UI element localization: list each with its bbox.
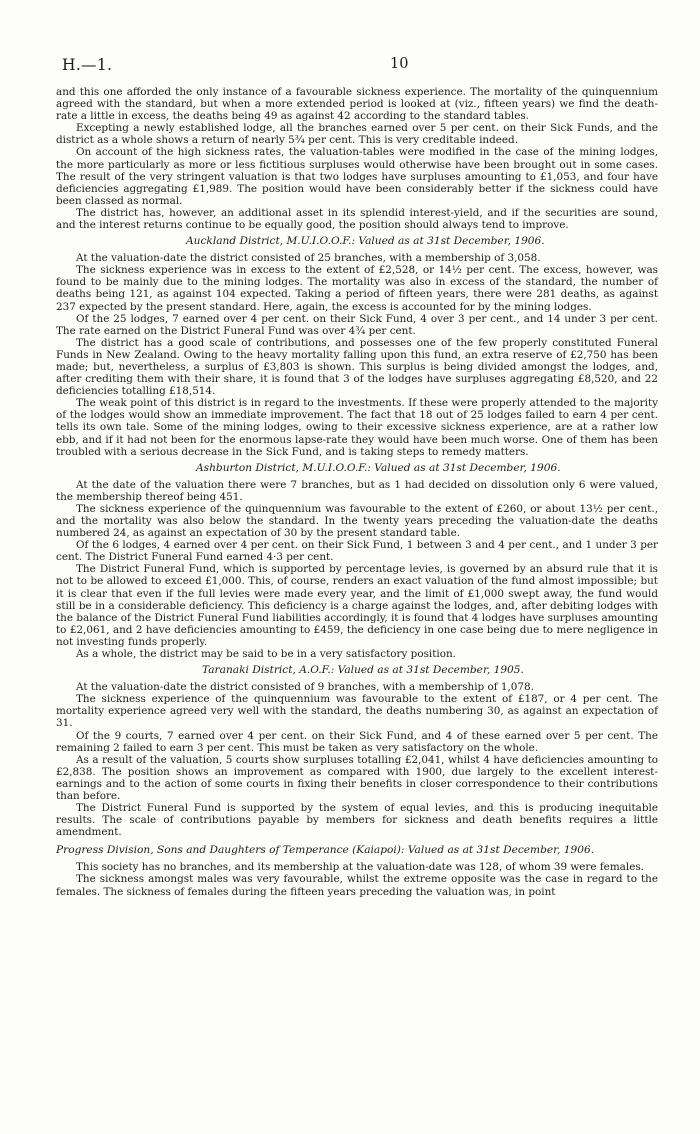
section-heading: Auckland District, M.U.I.O.O.F.: Valued as at 31st December, 1906. xyxy=(186,235,545,248)
paragraph: As a result of the valuation, 5 courts show surpluses totalling £2,041, whilst 4 have deficiencies amounting to £2,838. The position shows an improvement as compared with 1900, due largely to the excellent interest-earnings and to the action of some courts in fixing their benefits in closer correspondence to their contributions than before. xyxy=(56,753,658,802)
running-header xyxy=(56,56,658,86)
paragraph: On account of the high sickness rates, the valuation-tables were modified in the case of the mining lodges, the more particularly as more or less fictitious surpluses would otherwise have been brought out in some cases. The result of the very stringent valuation is that two lodges have surpluses amounting to £1,053, and four have deficiencies aggregating £1,989. The position would have been considerably better if the sickness could have been classed as normal. xyxy=(56,146,658,207)
paragraph: The sickness experience of the quinquennium was favourable to the extent of £260, or about 13½ per cent., and the mortality was also below the standard. In the twenty years preceding the valuation-date the deaths numbered 24, as against an expectation of 30 by the present standard table. xyxy=(56,502,658,540)
paragraph: The district has, however, an additional asset in its splendid interest-yield, and if the securities are sound, and the interest returns continue to be equally good, the position should always tend to improve. xyxy=(56,206,658,232)
paragraph: The district has a good scale of contributions, and possesses one of the few properly constituted Funeral Funds in New Zealand. Owing to the heavy mortality falling upon this fund, an extra reserve of £2,750 has been made; but, nevertheless, a surplus of £3,803 is shown. This surplus is being divided amongst the lodges, and, after crediting them with their share, it is found that 3 of the lodges have surpluses aggregating £8,520, and 22 deficiencies totalling £18,514. xyxy=(56,336,658,398)
paragraph: Of the 25 lodges, 7 earned over 4 per cent. on their Sick Fund, 4 over 3 per cent., and 14 under 3 per cent. The rate earned on the District Funeral Fund was over 4¾ per cent. xyxy=(56,312,658,337)
paragraph: The weak point of this district is in regard to the investments. If these were properly attended to the majority of the lodges would show an immediate improvement. The fact that 18 out of 25 lodges failed to earn 4 per cent. tells its own tale. Some of the mining lodges, owing to their excessive sickness experience, are at a rather low ebb, and if it had not been for the enormous lapse-rate they would have been much worse. One of them has been troubled with a serious decrease in the Sick Fund, and is taking steps to remedy matters. xyxy=(56,397,658,458)
section-heading: Ashburton District, M.U.I.O.O.F.: Valued as at 31st December, 1906. xyxy=(196,461,561,474)
paragraph: At the date of the valuation there were 7 branches, but as 1 had decided on dissolution only 6 were valued, the membership thereof being 451. xyxy=(56,478,658,503)
paragraph: and this one afforded the only instance of a favourable sickness experience. The mortality of the quinquennium agreed with the standard, but when a more extended period is looked at (viz., fifteen years) we find the death-rate a little in excess, the deaths being 49 as against 42 according to the standard tables. xyxy=(56,86,658,123)
paragraph: Of the 6 lodges, 4 earned over 4 per cent. on their Sick Fund, 1 between 3 and 4 per cent., and 1 under 3 per cent. The District Funeral Fund earned 4·3 per cent. xyxy=(56,539,658,564)
paragraph: At the valuation-date the district consisted of 25 branches, with a membership of 3,058. xyxy=(76,252,541,265)
document-body xyxy=(56,86,658,898)
paragraph: As a whole, the district may be said to be in a very satisfactory position. xyxy=(76,648,456,661)
paragraph: At the valuation-date the district consisted of 9 branches, with a membership of 1,078. xyxy=(76,681,534,694)
document-reference: H.—1. xyxy=(62,56,113,74)
paragraph: The sickness experience was in excess to the extent of £2,528, or 14½ per cent. The excess, however, was found to be mainly due to the mining lodges. The mortality was also in excess of the standard, the number of deaths being 121, as against 104 expected. Taking a period of fifteen years, there were 281 deaths, as against 237 expected by the present standard. Here, again, the excess is accounted for by the mining lodges. xyxy=(56,264,658,313)
paragraph: Excepting a newly established lodge, all the branches earned over 5 per cent. on their Sick Funds, and the district as a whole shows a return of nearly 5¾ per cent. This is very creditable indeed. xyxy=(56,122,658,147)
paragraph: This society has no branches, and its membership at the valuation-date was 128, of whom 39 were females. xyxy=(76,861,644,874)
paragraph: Of the 9 courts, 7 earned over 4 per cent. on their Sick Fund, and 4 of these earned over 5 per cent. The remaining 2 failed to earn 3 per cent. This must be taken as very satisfactory on the whole. xyxy=(56,729,658,754)
paragraph: The sickness experience of the quinquennium was favourable to the extent of £187, or 4 per cent. The mortality experience agreed very well with the standard, the deaths numbering 30, as against an expectation of 31. xyxy=(56,693,658,730)
section-heading: Progress Division, Sons and Daughters of Temperance (Kaiapoi): Valued as at 31st December, 1906. xyxy=(56,844,595,857)
paragraph: The sickness amongst males was very favourable, whilst the extreme opposite was the case in regard to the females. The sickness of females during the fifteen years preceding the valuation was, in point xyxy=(56,873,658,898)
paragraph: The District Funeral Fund, which is supported by percentage levies, is governed by an absurd rule that it is not to be allowed to exceed £1,000. This, of course, renders an exact valuation of the fund almost impossible; but it is clear that even if the full levies were made every year, and the limit of £1,000 swept away, the fund would still be in a considerable deficiency. This deficiency is a charge against the lodges, and, after debiting lodges with the balance of the District Funeral Fund liabilities accordingly, it is found that 4 lodges have surpluses amounting to £2,061, and 2 have deficiencies amounting to £459, the deficiency in one case being due to mere negligence in not investing funds properly. xyxy=(56,563,658,648)
page-number: 10 xyxy=(390,56,409,72)
section-heading: Taranaki District, A.O.F.: Valued as at 31st December, 1905. xyxy=(202,664,524,677)
paragraph: The District Funeral Fund is supported by the system of equal levies, and this is producing inequitable results. The scale of contributions payable by members for sickness and death benefits requires a little amendment. xyxy=(56,802,658,839)
